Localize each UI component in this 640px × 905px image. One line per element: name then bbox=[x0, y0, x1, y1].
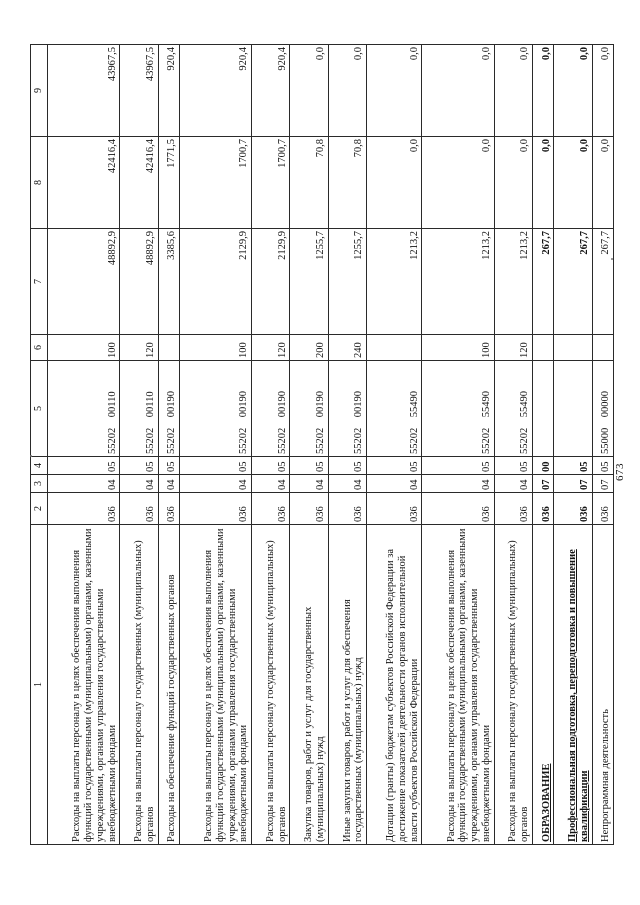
table-row bbox=[48, 45, 120, 845]
amount-col9: 0,0 bbox=[494, 45, 532, 137]
table-row bbox=[328, 45, 366, 845]
subsection-code: 05 bbox=[328, 457, 366, 475]
target-article-direction: 00190 bbox=[238, 391, 250, 418]
table-row bbox=[179, 45, 251, 845]
expense-type-code bbox=[158, 335, 179, 361]
admin-code: 036 bbox=[290, 493, 328, 525]
table-row bbox=[158, 45, 179, 845]
amount-col7: 1213,2 bbox=[367, 229, 422, 335]
target-article-program: 55202 bbox=[519, 427, 531, 454]
row-label: Профессиональная подготовка, переподготовка и повышение квалификации bbox=[554, 525, 592, 845]
amount-col8: 0,0 bbox=[554, 137, 592, 229]
target-article-direction: 00190 bbox=[315, 391, 327, 418]
target-article-program: 55202 bbox=[238, 427, 250, 454]
section-code: 04 bbox=[179, 475, 251, 493]
target-article-direction: 00190 bbox=[353, 391, 365, 418]
section-code: 04 bbox=[290, 475, 328, 493]
amount-col8: 0,0 bbox=[422, 137, 494, 229]
amount-col8: 0,0 bbox=[494, 137, 532, 229]
column-number: 4 bbox=[31, 457, 48, 475]
row-label: Расходы на выплаты персоналу в целях обеспечения выполнения функций государственными (муниципальными) органами, казенными учреждениями, органами управления государственными внебюджетными фондами bbox=[179, 525, 251, 845]
expense-type-code bbox=[532, 335, 553, 361]
scan-speck bbox=[611, 258, 613, 260]
amount-col9: 0,0 bbox=[367, 45, 422, 137]
expense-type-code: 100 bbox=[422, 335, 494, 361]
target-article-direction: 00110 bbox=[106, 391, 118, 418]
column-number: 2 bbox=[31, 493, 48, 525]
section-code: 04 bbox=[367, 475, 422, 493]
row-label: Непрограммная деятельность bbox=[592, 525, 613, 845]
page-number: 673 bbox=[614, 463, 626, 481]
amount-col7: 1255,7 bbox=[290, 229, 328, 335]
section-code: 07 bbox=[592, 475, 613, 493]
target-article-direction: 00110 bbox=[144, 391, 156, 418]
row-label: Дотации (гранты) бюджетам субъектов Российской Федерации за достижение показателей деятельности органов исполнительной власти субъектов Российской Федерации bbox=[367, 525, 422, 845]
table-row bbox=[290, 45, 328, 845]
table-row bbox=[422, 45, 494, 845]
target-article-code bbox=[328, 361, 366, 457]
amount-col9: 43967,5 bbox=[48, 45, 120, 137]
amount-col8: 0,0 bbox=[592, 137, 613, 229]
amount-col9: 920,4 bbox=[158, 45, 179, 137]
column-number: 1 bbox=[31, 525, 48, 845]
table-row bbox=[120, 45, 158, 845]
target-article-direction: 55490 bbox=[408, 391, 420, 418]
amount-col9: 0,0 bbox=[328, 45, 366, 137]
target-article-code bbox=[120, 361, 158, 457]
row-label: Расходы на обеспечение функций государственных органов bbox=[158, 525, 179, 845]
row-label: Расходы на выплаты персоналу государственных (муниципальных) органов bbox=[494, 525, 532, 845]
expense-type-code: 100 bbox=[179, 335, 251, 361]
amount-col9: 920,4 bbox=[179, 45, 251, 137]
expense-type-code: 120 bbox=[252, 335, 290, 361]
budget-table bbox=[30, 44, 614, 845]
amount-col8: 70,8 bbox=[290, 137, 328, 229]
scan-speck bbox=[30, 455, 32, 457]
section-code: 04 bbox=[252, 475, 290, 493]
amount-col9: 920,4 bbox=[252, 45, 290, 137]
expense-type-code bbox=[367, 335, 422, 361]
amount-col9: 43967,5 bbox=[120, 45, 158, 137]
amount-col8: 1700,7 bbox=[252, 137, 290, 229]
amount-col8: 1700,7 bbox=[179, 137, 251, 229]
amount-col7: 48892,9 bbox=[120, 229, 158, 335]
admin-code: 036 bbox=[252, 493, 290, 525]
amount-col8: 1771,5 bbox=[158, 137, 179, 229]
amount-col7: 3385,6 bbox=[158, 229, 179, 335]
target-article-code bbox=[367, 361, 422, 457]
expense-type-code: 240 bbox=[328, 335, 366, 361]
admin-code: 036 bbox=[592, 493, 613, 525]
row-label: Закупка товаров, работ и услуг для государственных (муниципальных) нужд bbox=[290, 525, 328, 845]
target-article-program: 55202 bbox=[315, 427, 327, 454]
admin-code: 036 bbox=[120, 493, 158, 525]
admin-code: 036 bbox=[179, 493, 251, 525]
target-article-code bbox=[48, 361, 120, 457]
target-article-program: 55202 bbox=[106, 427, 118, 454]
column-number-row bbox=[31, 45, 48, 845]
target-article-direction: 00190 bbox=[166, 391, 178, 418]
row-label: Расходы на выплаты персоналу государственных (муниципальных) органов bbox=[252, 525, 290, 845]
target-article-code bbox=[290, 361, 328, 457]
subsection-code: 00 bbox=[532, 457, 553, 475]
expense-type-code: 200 bbox=[290, 335, 328, 361]
amount-col7: 1213,2 bbox=[422, 229, 494, 335]
target-article-code bbox=[422, 361, 494, 457]
amount-col7: 267,7 bbox=[592, 229, 613, 335]
target-article-direction: 00000 bbox=[600, 391, 612, 418]
section-code: 04 bbox=[158, 475, 179, 493]
section-code: 04 bbox=[328, 475, 366, 493]
admin-code: 036 bbox=[532, 493, 553, 525]
admin-code: 036 bbox=[494, 493, 532, 525]
amount-col8: 42416,4 bbox=[120, 137, 158, 229]
amount-col8: 70,8 bbox=[328, 137, 366, 229]
target-article-program: 55000 bbox=[600, 427, 612, 454]
subsection-code: 05 bbox=[494, 457, 532, 475]
target-article-program: 55202 bbox=[408, 427, 420, 454]
target-article-direction: 55490 bbox=[480, 391, 492, 418]
column-number: 7 bbox=[31, 229, 48, 335]
table-row bbox=[494, 45, 532, 845]
subsection-code: 05 bbox=[158, 457, 179, 475]
section-code: 04 bbox=[48, 475, 120, 493]
subsection-code: 05 bbox=[554, 457, 592, 475]
admin-code: 036 bbox=[158, 493, 179, 525]
column-number: 5 bbox=[31, 361, 48, 457]
amount-col7: 1213,2 bbox=[494, 229, 532, 335]
table-row bbox=[532, 45, 553, 845]
admin-code: 036 bbox=[48, 493, 120, 525]
target-article-direction: 55490 bbox=[519, 391, 531, 418]
amount-col9: 0,0 bbox=[290, 45, 328, 137]
target-article-code bbox=[252, 361, 290, 457]
admin-code: 036 bbox=[328, 493, 366, 525]
target-article-direction: 00190 bbox=[276, 391, 288, 418]
column-number: 8 bbox=[31, 137, 48, 229]
expense-type-code bbox=[554, 335, 592, 361]
row-label: Расходы на выплаты персоналу в целях обеспечения выполнения функций государственными (муниципальными) органами, казенными учреждениями, органами управления государственными внебюджетными фондами bbox=[48, 525, 120, 845]
amount-col8: 0,0 bbox=[367, 137, 422, 229]
admin-code: 036 bbox=[367, 493, 422, 525]
target-article-code bbox=[494, 361, 532, 457]
column-number: 9 bbox=[31, 45, 48, 137]
column-number: 6 bbox=[31, 335, 48, 361]
expense-type-code bbox=[592, 335, 613, 361]
expense-type-code: 100 bbox=[48, 335, 120, 361]
section-code: 07 bbox=[554, 475, 592, 493]
target-article-code bbox=[179, 361, 251, 457]
row-label: Расходы на выплаты персоналу в целях обеспечения выполнения функций государственными (муниципальными) органами, казенными учреждениями, органами управления государственными внебюджетными фондами bbox=[422, 525, 494, 845]
amount-col9: 0,0 bbox=[554, 45, 592, 137]
amount-col7: 2129,9 bbox=[252, 229, 290, 335]
column-number: 3 bbox=[31, 475, 48, 493]
expense-type-code: 120 bbox=[120, 335, 158, 361]
amount-col9: 0,0 bbox=[422, 45, 494, 137]
subsection-code: 05 bbox=[252, 457, 290, 475]
subsection-code: 05 bbox=[120, 457, 158, 475]
table-row bbox=[592, 45, 613, 845]
target-article-program: 55202 bbox=[144, 427, 156, 454]
target-article-code bbox=[532, 361, 553, 457]
admin-code: 036 bbox=[422, 493, 494, 525]
row-label: Иные закупки товаров, работ и услуг для обеспечения государственных (муниципальных) нужд bbox=[328, 525, 366, 845]
subsection-code: 05 bbox=[290, 457, 328, 475]
target-article-code bbox=[554, 361, 592, 457]
section-code: 04 bbox=[494, 475, 532, 493]
amount-col9: 0,0 bbox=[532, 45, 553, 137]
subsection-code: 05 bbox=[367, 457, 422, 475]
row-label: ОБРАЗОВАНИЕ bbox=[532, 525, 553, 845]
amount-col7: 267,7 bbox=[554, 229, 592, 335]
row-label: Расходы на выплаты персоналу государственных (муниципальных) органов bbox=[120, 525, 158, 845]
section-code: 04 bbox=[422, 475, 494, 493]
subsection-code: 05 bbox=[48, 457, 120, 475]
target-article-program: 55202 bbox=[166, 427, 178, 454]
amount-col7: 48892,9 bbox=[48, 229, 120, 335]
admin-code: 036 bbox=[554, 493, 592, 525]
amount-col7: 2129,9 bbox=[179, 229, 251, 335]
target-article-program: 55202 bbox=[353, 427, 365, 454]
section-code: 04 bbox=[120, 475, 158, 493]
target-article-program: 55202 bbox=[276, 427, 288, 454]
section-code: 07 bbox=[532, 475, 553, 493]
amount-col7: 267,7 bbox=[532, 229, 553, 335]
amount-col9: 0,0 bbox=[592, 45, 613, 137]
target-article-code bbox=[592, 361, 613, 457]
amount-col8: 42416,4 bbox=[48, 137, 120, 229]
amount-col8: 0,0 bbox=[532, 137, 553, 229]
subsection-code: 05 bbox=[592, 457, 613, 475]
table-row bbox=[252, 45, 290, 845]
table-row bbox=[554, 45, 592, 845]
expense-type-code: 120 bbox=[494, 335, 532, 361]
target-article-code bbox=[158, 361, 179, 457]
subsection-code: 05 bbox=[422, 457, 494, 475]
subsection-code: 05 bbox=[179, 457, 251, 475]
target-article-program: 55202 bbox=[480, 427, 492, 454]
table-row bbox=[367, 45, 422, 845]
amount-col7: 1255,7 bbox=[328, 229, 366, 335]
